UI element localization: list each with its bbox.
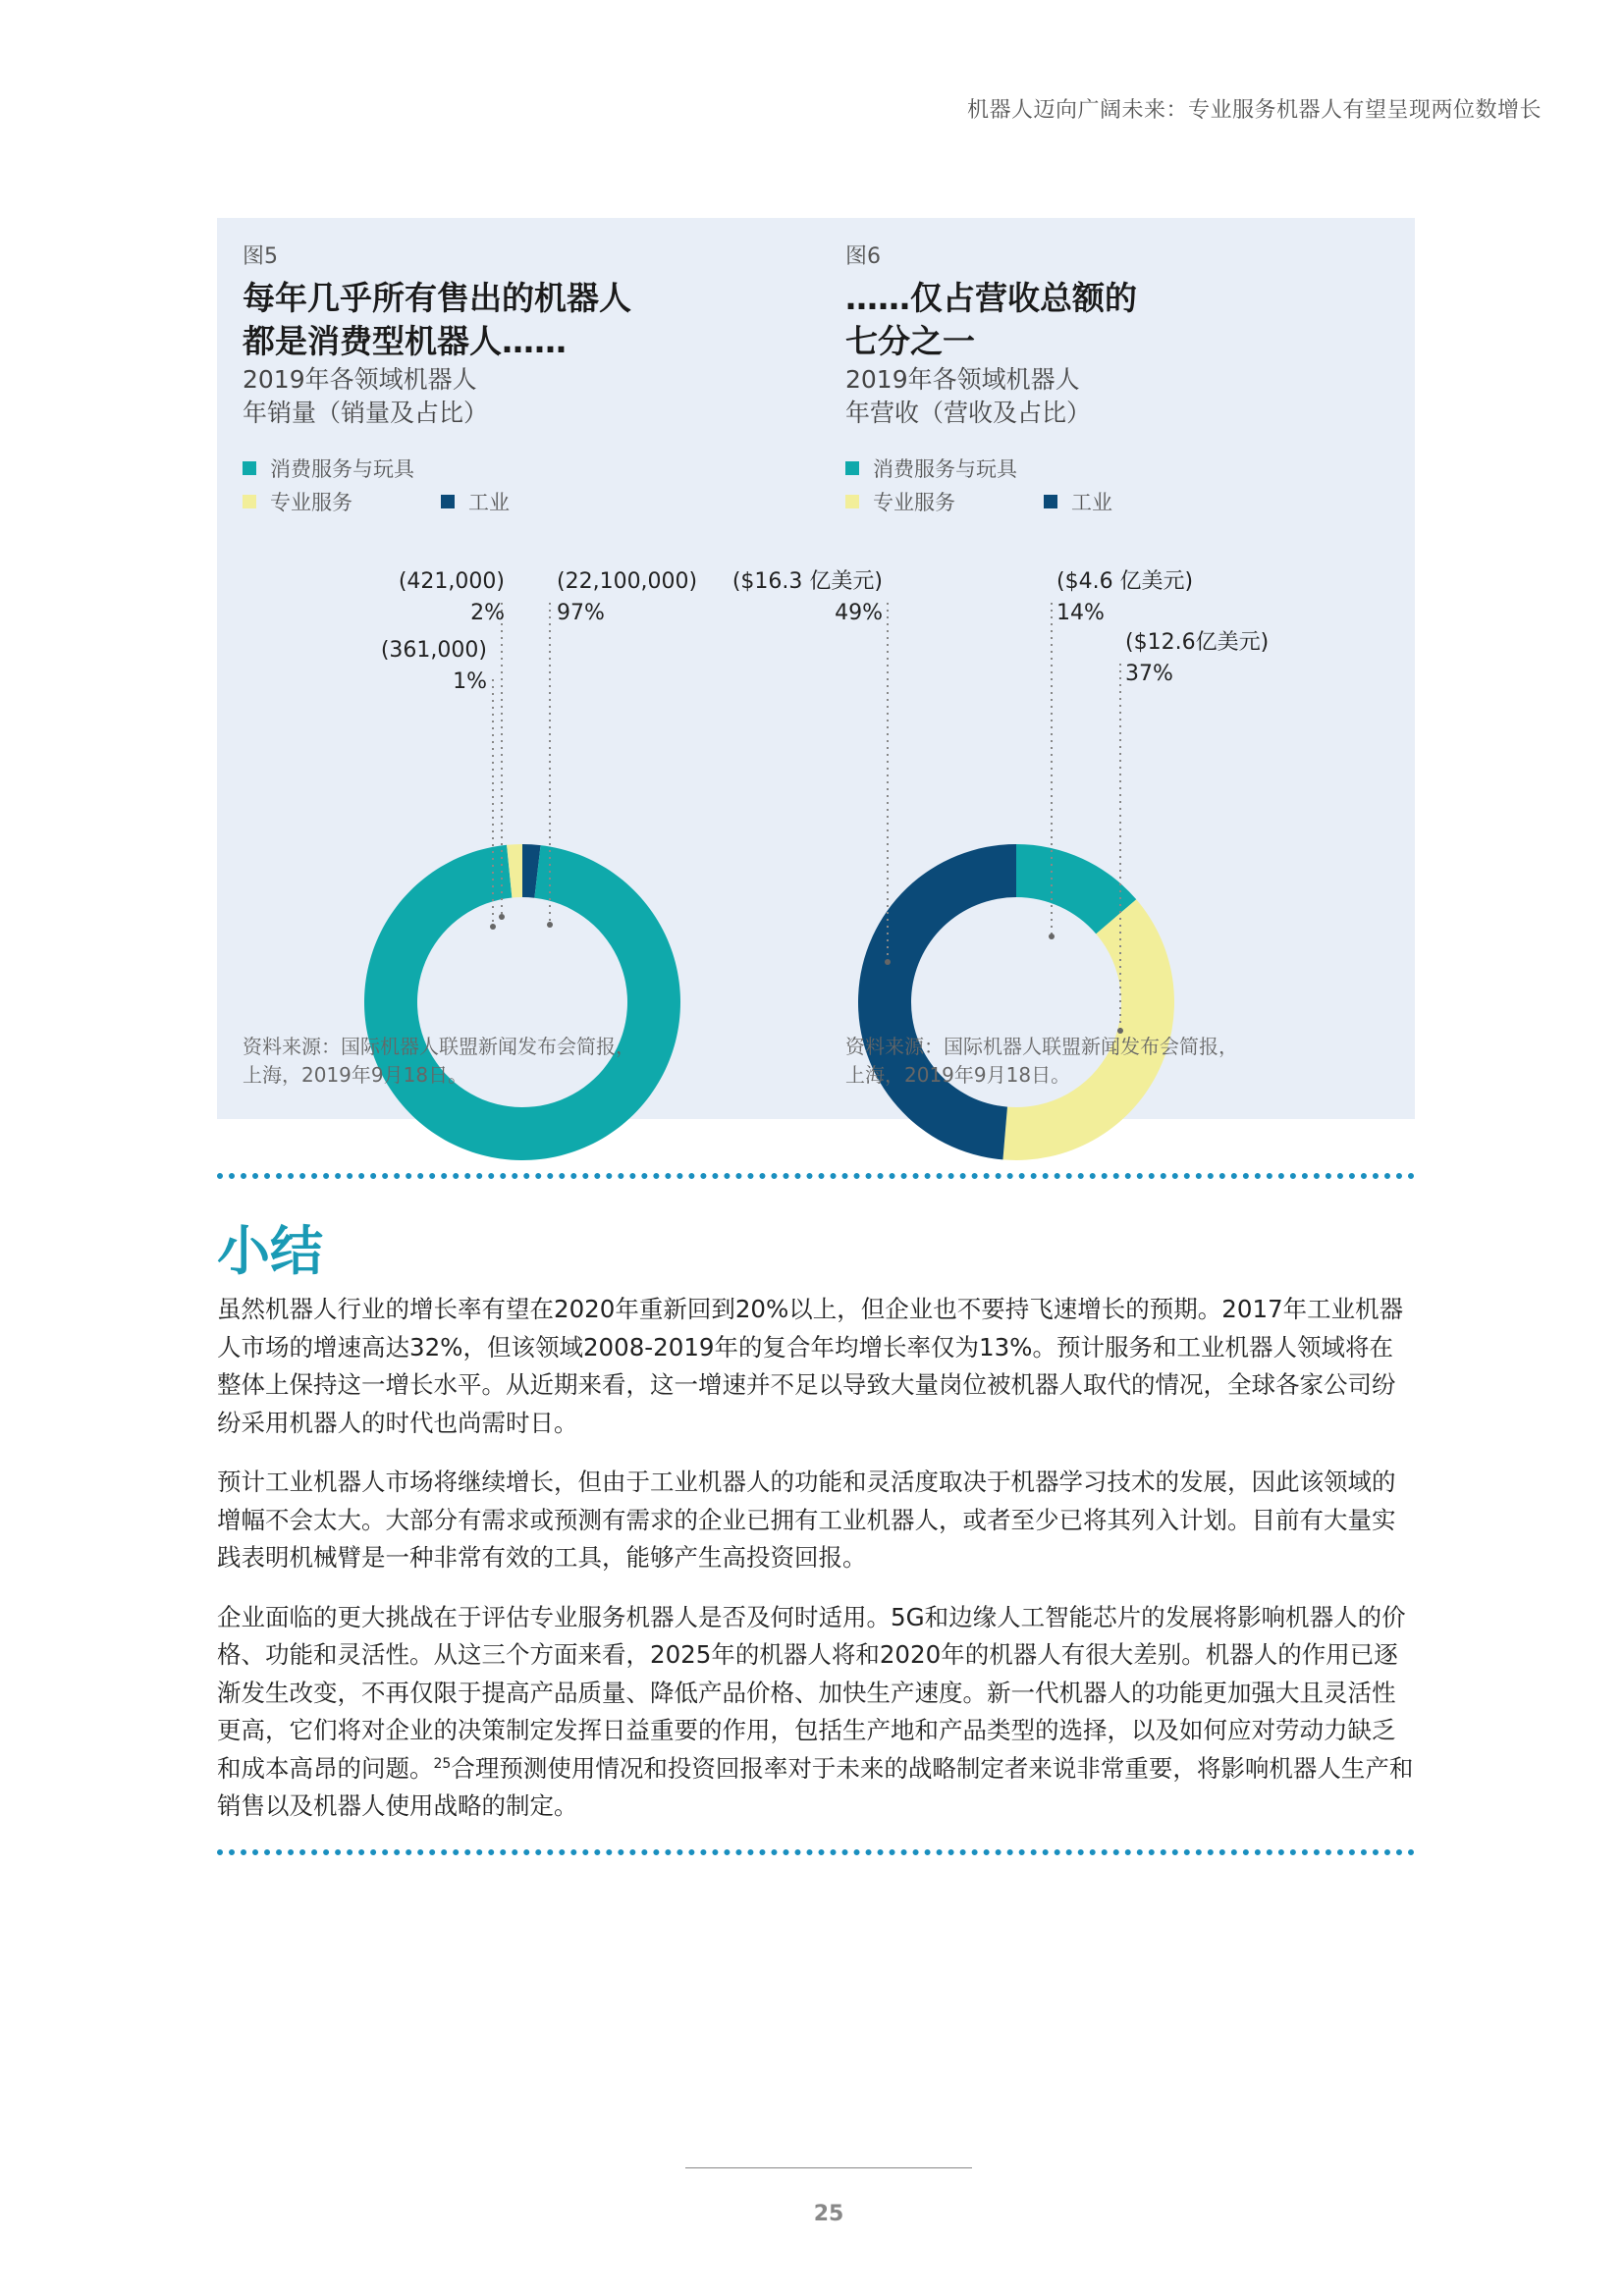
figure-subtitle: 2019年各领域机器人 年营收（营收及占比） [845, 365, 1092, 427]
callout-dot [885, 959, 891, 965]
figure-subtitle: 2019年各领域机器人 年销量（销量及占比） [243, 365, 489, 427]
figure-label: 图5 [243, 244, 278, 269]
legend-label: 消费服务与玩具 [270, 457, 414, 481]
legend-label: 工业 [468, 491, 510, 514]
figure-title: 每年几乎所有售出的机器人 都是消费型机器人…… [243, 279, 631, 360]
callout-dot [547, 922, 553, 928]
legend-item-industrial [441, 487, 510, 516]
legend-item-professional [243, 487, 352, 516]
legend-item-professional [845, 487, 955, 516]
callout-dot [490, 924, 496, 930]
legend-swatch-industrial [1044, 495, 1057, 508]
figure-6 [731, 218, 1409, 1119]
legend-item-consumer [845, 454, 1017, 483]
callout-pct-industrial: 49% [835, 601, 883, 625]
legend-item-consumer [243, 454, 414, 483]
paragraph-text: 合理预测使用情况和投资回报率对于未来的战略制定者来说非常重要，将影响机器人生产和销售以及机器人使用战略的制定。 [217, 1753, 1414, 1820]
footer-rule [685, 2167, 972, 2168]
legend-swatch-consumer [845, 461, 859, 475]
legend-label: 专业服务 [270, 491, 352, 514]
callout-pct-professional: 1% [453, 669, 487, 694]
legend-label: 消费服务与玩具 [873, 457, 1017, 481]
paragraph-text: 企业面临的更大挑战在于评估专业服务机器人是否及何时适用。5G和边缘人工智能芯片的发展将影响机器人的价格、功能和灵活性。从这三个方面来看，2025年的机器人将和2020年的机器人有很大差别。机器人的作用已逐渐发生改变，不再仅限于提高产品质量、降低产品价格、加快生产速度。新一代机器人的功能更加强大且灵活性更高，它们将对企业的决策制定发挥日益重要的作用，包括生产地和产品类型的选择，以及如何应对劳动力缺乏和成本高昂的问题。 [217, 1602, 1406, 1783]
donut-slices [858, 844, 1174, 1160]
summary-paragraph-3 [217, 1599, 1415, 1826]
callout-pct-industrial: 2% [470, 601, 505, 625]
summary-paragraph-2: 预计工业机器人市场将继续增长，但由于工业机器人的功能和灵活度取决于机器学习技术的发展，因此该领域的增幅不会太大。大部分有需求或预测有需求的企业已拥有工业机器人，或者至少已将其列入计划。目前有大量实践表明机械臂是一种非常有效的工具，能够产生高投资回报。 [217, 1468, 1396, 1572]
footnote-ref[interactable]: 25 [433, 1755, 452, 1772]
dotted-divider-top [217, 1173, 1415, 1179]
figure-source: 资料来源：国际机器人联盟新闻发布会简报， 上海，2019年9月18日。 [845, 1035, 1238, 1087]
callout-dot [499, 914, 505, 920]
legend-swatch-consumer [243, 461, 256, 475]
figure-label: 图6 [845, 244, 881, 269]
legend-swatch-professional [243, 495, 256, 508]
callout-value-professional: ($12.6亿美元) [1125, 630, 1270, 655]
callout-value-industrial: ($16.3 亿美元) [731, 569, 883, 594]
donut-slice-industrial [858, 844, 1016, 1159]
callout-pct-consumer: 97% [557, 601, 605, 625]
running-header: 机器人迈向广阔未来：专业服务机器人有望呈现两位数增长 [966, 98, 1542, 123]
callout-pct-consumer: 14% [1056, 601, 1105, 625]
summary-body [217, 1291, 1415, 1847]
donut-chart-figure-6 [731, 542, 1409, 1033]
donut-slice-professional [1002, 899, 1174, 1160]
callout-dot [1049, 934, 1055, 939]
legend-swatch-industrial [441, 495, 455, 508]
legend-label: 专业服务 [873, 491, 955, 514]
callout-value-consumer: (22,100,000) [557, 569, 698, 594]
legend-swatch-professional [845, 495, 859, 508]
figure-5 [217, 218, 806, 1119]
donut-chart-figure-5 [217, 542, 806, 1033]
legend-label: 工业 [1071, 491, 1112, 514]
figure-title: ……仅占营收总额的 七分之一 [845, 279, 1137, 360]
callout-value-industrial: (421,000) [398, 569, 505, 594]
legend-item-industrial [1044, 487, 1112, 516]
callout-value-consumer: ($4.6 亿美元) [1056, 569, 1194, 594]
section-heading: 小结 [217, 1220, 323, 1282]
figure-source: 资料来源：国际机器人联盟新闻发布会简报， 上海，2019年9月18日。 [243, 1035, 635, 1087]
dotted-divider-bottom [217, 1849, 1415, 1855]
donut-slices [364, 844, 680, 1160]
summary-paragraph-1: 虽然机器人行业的增长率有望在2020年重新回到20%以上，但企业也不要持飞速增长的预期。2017年工业机器人市场的增速高达32%，但该领域2008-2019年的复合年均增长率仅为13%。预计服务和工业机器人领域将在整体上保持这一增长水平。从近期来看，这一增速并不足以导致大量岗位被机器人取代的情况，全球各家公司纷纷采用机器人的时代也尚需时日。 [217, 1295, 1404, 1437]
page-number: 25 [813, 2202, 844, 2226]
figure-box [217, 218, 1415, 1119]
callout-value-professional: (361,000) [380, 638, 487, 663]
callout-pct-professional: 37% [1125, 662, 1173, 686]
